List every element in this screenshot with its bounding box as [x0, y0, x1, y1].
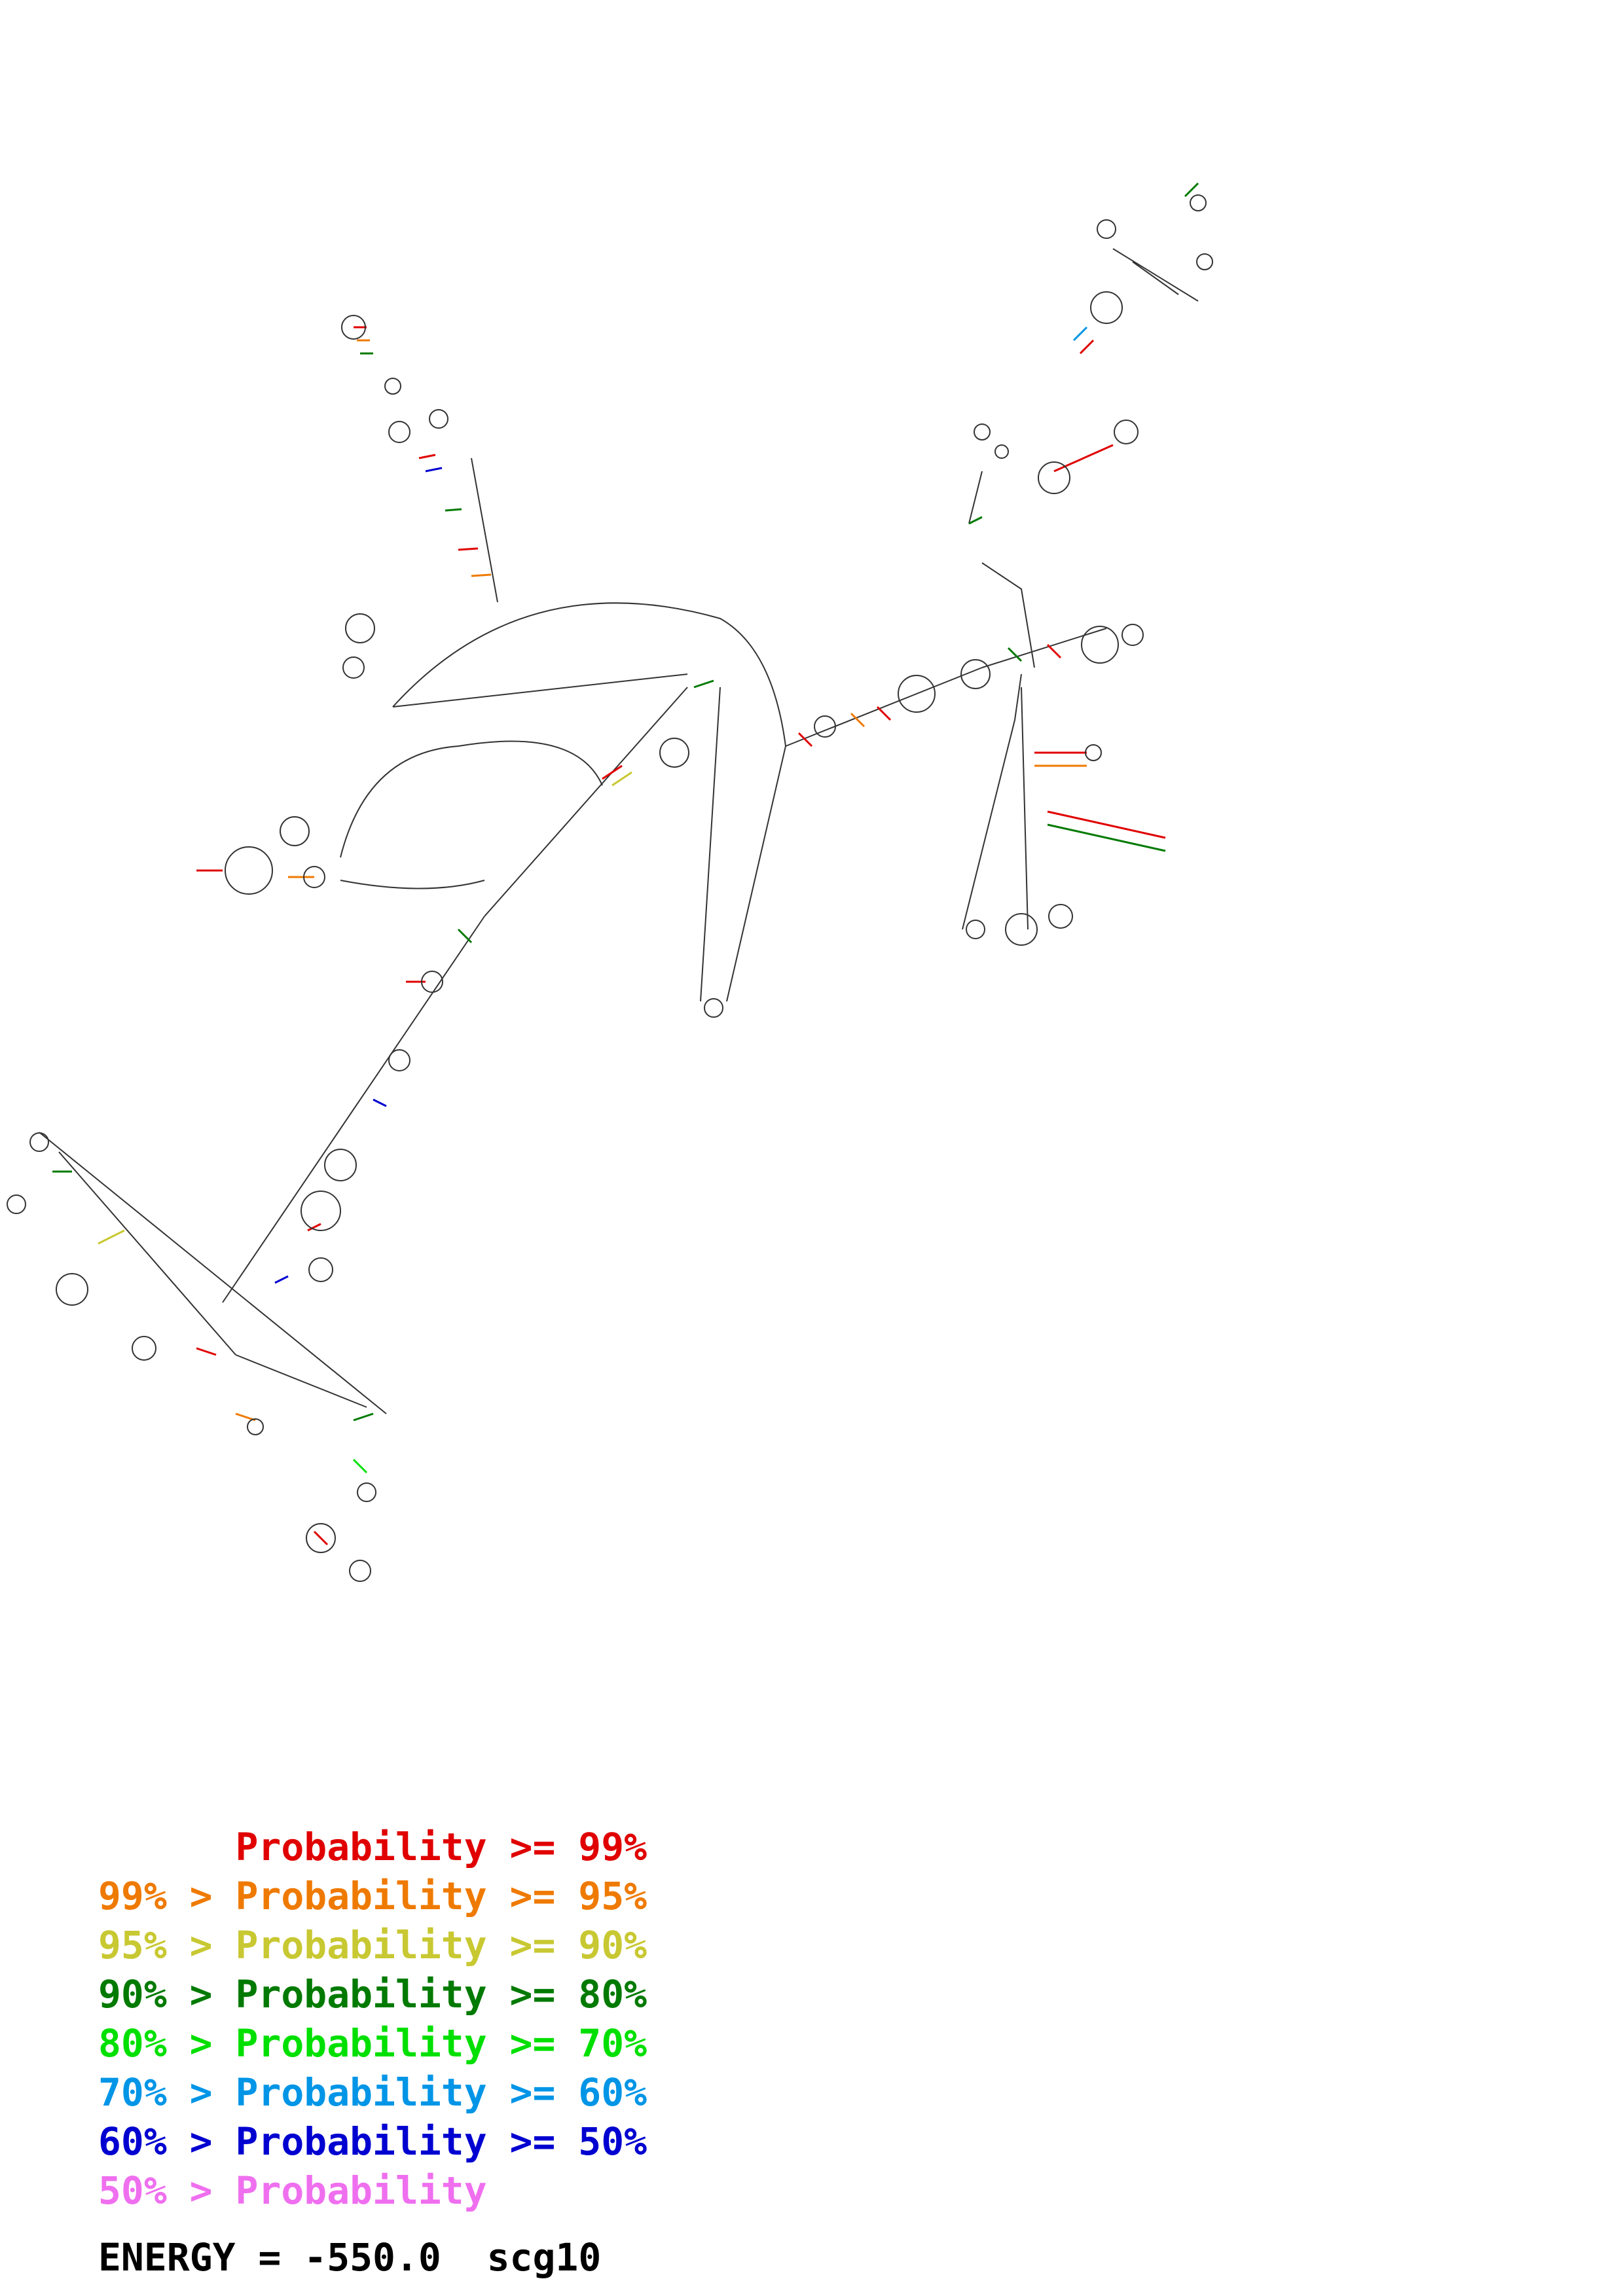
legend-row-6 [98, 2068, 753, 2117]
legend-row-5 [98, 2019, 753, 2068]
backbone [39, 249, 1198, 1414]
legend-row-7 [98, 2117, 753, 2166]
legend-prefix: 70% > [98, 2070, 236, 2115]
legend-row-4 [98, 1970, 753, 2019]
legend-text: Probability >= 99% [235, 1825, 647, 1869]
loops [7, 195, 1213, 1581]
legend-row-3 [98, 1921, 753, 1970]
legend-prefix: 80% > [98, 2021, 236, 2066]
legend-row-8 [98, 2166, 753, 2215]
legend-text: Probability >= 95% [235, 1874, 647, 1918]
legend-text: Probability >= 90% [235, 1923, 647, 1967]
legend-prefix [98, 1825, 236, 1869]
legend-row-1 [98, 1823, 753, 1872]
molecule-name: scg10 [486, 2235, 602, 2280]
probability-legend [98, 1823, 753, 2215]
energy-line [98, 2235, 601, 2280]
energy-value: ENERGY = -550.0 [98, 2235, 441, 2280]
legend-prefix: 50% > [98, 2168, 236, 2213]
legend-text: Probability >= 80% [235, 1972, 647, 2017]
legend-text: Probability >= 70% [235, 2021, 647, 2066]
legend-row-2 [98, 1872, 753, 1921]
legend-prefix: 95% > [98, 1923, 236, 1967]
legend-prefix: 60% > [98, 2119, 236, 2164]
legend-text: Probability >= 60% [235, 2070, 647, 2115]
legend-prefix: 99% > [98, 1874, 236, 1918]
legend-text: Probability >= 50% [235, 2119, 647, 2164]
legend-prefix: 90% > [98, 1972, 236, 2017]
legend-text: Probability [235, 2168, 487, 2213]
